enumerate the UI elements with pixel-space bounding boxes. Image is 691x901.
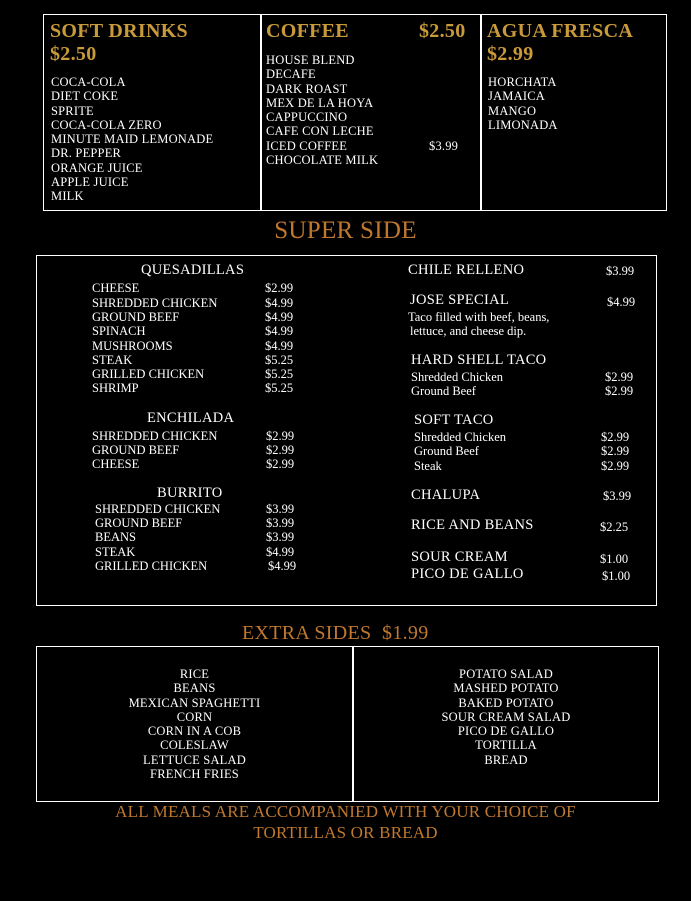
- list-item: DIET COKE: [51, 89, 119, 104]
- agua-fresca-list: [488, 75, 558, 132]
- list-item: MILK: [51, 189, 84, 204]
- hard-shell-name-0: Shredded Chicken: [411, 370, 503, 384]
- soft-drinks-list: [51, 75, 213, 204]
- list-item: TORTILLA: [475, 738, 537, 753]
- quesadilla-name-7: SHRIMP: [92, 381, 139, 395]
- hard-shell-taco-title: HARD SHELL TACO: [411, 352, 547, 368]
- list-item: LIMONADA: [488, 117, 558, 132]
- soft-taco-price-2: $2.99: [601, 459, 630, 473]
- list-item: MANGO: [488, 103, 537, 118]
- soft-taco-price-0: $2.99: [601, 430, 630, 444]
- jose-special-title: JOSE SPECIAL: [410, 292, 510, 308]
- quesadilla-name-6: GRILLED CHICKEN: [92, 367, 205, 381]
- list-item: MASHED POTATO: [453, 681, 559, 696]
- enchilada-name-0: SHREDDED CHICKEN: [92, 429, 218, 443]
- pico-de-gallo-title: PICO DE GALLO: [411, 566, 524, 582]
- chalupa-title: CHALUPA: [411, 487, 481, 503]
- agua-fresca-price: $2.99: [487, 43, 534, 65]
- list-item: ICED COFFEE: [266, 138, 348, 153]
- enchilada-price-2: $2.99: [266, 457, 295, 471]
- extra-sides-title: EXTRA SIDES $1.99: [242, 622, 429, 644]
- burrito-price-2: $3.99: [266, 530, 295, 544]
- list-item: CAFE CON LECHE: [266, 124, 374, 139]
- soft-drinks-price: $2.50: [50, 43, 97, 65]
- quesadilla-price-0: $2.99: [265, 281, 294, 295]
- burrito-price-0: $3.99: [266, 502, 295, 516]
- enchilada-title: ENCHILADA: [147, 410, 235, 426]
- list-item: SOUR CREAM SALAD: [441, 709, 571, 724]
- list-item: POTATO SALAD: [459, 667, 553, 681]
- extra-sides-right-list: [354, 667, 658, 767]
- list-item: COCA-COLA: [51, 75, 126, 89]
- quesadilla-price-3: $4.99: [265, 324, 294, 338]
- pico-de-gallo-price: $1.00: [602, 569, 631, 583]
- chile-relleno-price: $3.99: [606, 264, 635, 278]
- list-item: ORANGE JUICE: [51, 160, 143, 175]
- list-item: CORN: [176, 709, 213, 724]
- quesadilla-name-3: SPINACH: [92, 324, 146, 338]
- list-item: CAPPUCCINO: [266, 110, 348, 125]
- burrito-price-1: $3.99: [266, 516, 295, 530]
- list-item: CORN IN A COB: [147, 724, 242, 739]
- quesadilla-price-2: $4.99: [265, 310, 294, 324]
- quesadilla-name-5: STEAK: [92, 353, 133, 367]
- quesadillas-title: QUESADILLAS: [141, 262, 245, 278]
- rice-and-beans-title: RICE AND BEANS: [411, 517, 534, 533]
- enchilada-name-2: CHEESE: [92, 457, 140, 471]
- extra-sides-left-list: [37, 667, 352, 781]
- quesadilla-name-2: GROUND BEEF: [92, 310, 180, 324]
- quesadilla-price-4: $4.99: [265, 339, 294, 353]
- list-item: CHOCOLATE MILK: [266, 153, 379, 168]
- jose-special-price: $4.99: [607, 295, 636, 309]
- list-item: BREAD: [484, 752, 528, 767]
- burrito-name-2: BEANS: [95, 530, 136, 544]
- burrito-title: BURRITO: [157, 485, 223, 501]
- coffee-price: $2.50: [419, 20, 466, 42]
- list-item: DR. PEPPER: [51, 146, 122, 161]
- quesadilla-price-6: $5.25: [265, 367, 294, 381]
- chalupa-price: $3.99: [603, 489, 632, 503]
- soft-taco-title: SOFT TACO: [414, 412, 494, 428]
- list-item: BEANS: [173, 681, 216, 696]
- list-item: DECAFE: [266, 67, 316, 82]
- soft-taco-name-0: Shredded Chicken: [414, 430, 506, 444]
- jose-special-desc-2: lettuce, and cheese dip.: [410, 324, 527, 338]
- quesadilla-price-7: $5.25: [265, 381, 294, 395]
- list-item: BAKED POTATO: [458, 695, 554, 710]
- jose-special-desc-1: Taco filled with beef, beans,: [408, 310, 550, 324]
- list-item: MINUTE MAID LEMONADE: [51, 132, 214, 147]
- list-item: JAMAICA: [488, 89, 545, 104]
- burrito-price-3: $4.99: [266, 545, 295, 559]
- list-item: PICO DE GALLO: [457, 724, 555, 739]
- chile-relleno-title: CHILE RELLENO: [408, 262, 525, 278]
- list-item: DARK ROAST: [266, 81, 348, 96]
- quesadilla-price-5: $5.25: [265, 353, 294, 367]
- enchilada-name-1: GROUND BEEF: [92, 443, 180, 457]
- list-item: HORCHATA: [488, 75, 557, 89]
- list-item: COLESLAW: [160, 738, 229, 753]
- drinks-divider-2: [480, 14, 482, 211]
- list-item: APPLE JUICE: [51, 175, 129, 190]
- soft-taco-name-1: Ground Beef: [414, 444, 479, 458]
- list-item: MEX DE LA HOYA: [266, 95, 374, 110]
- footer-line-2: TORTILLAS OR BREAD: [253, 823, 438, 842]
- burrito-name-3: STEAK: [95, 545, 136, 559]
- list-item: FRENCH FRIES: [150, 767, 239, 782]
- coffee-title: COFFEE: [266, 20, 349, 42]
- super-side-title: SUPER SIDE: [274, 217, 417, 244]
- soft-drinks-title: SOFT DRINKS: [50, 20, 188, 42]
- soft-taco-price-1: $2.99: [601, 444, 630, 458]
- soft-taco-name-2: Steak: [414, 459, 442, 473]
- sour-cream-price: $1.00: [600, 552, 629, 566]
- burrito-name-4: GRILLED CHICKEN: [95, 559, 208, 573]
- list-item: LETTUCE SALAD: [143, 752, 246, 767]
- burrito-price-4: $4.99: [268, 559, 297, 573]
- agua-fresca-title: AGUA FRESCA: [487, 20, 634, 42]
- enchilada-price-0: $2.99: [266, 429, 295, 443]
- hard-shell-price-1: $2.99: [605, 384, 634, 398]
- quesadilla-name-1: SHREDDED CHICKEN: [92, 296, 218, 310]
- burrito-name-0: SHREDDED CHICKEN: [95, 502, 221, 516]
- list-item: HOUSE BLEND: [266, 53, 355, 67]
- hard-shell-name-1: Ground Beef: [411, 384, 476, 398]
- rice-and-beans-price: $2.25: [600, 520, 629, 534]
- drinks-divider-1: [260, 14, 262, 211]
- list-item: SPRITE: [51, 103, 94, 118]
- quesadilla-price-1: $4.99: [265, 296, 294, 310]
- list-item: RICE: [179, 667, 210, 681]
- sour-cream-title: SOUR CREAM: [411, 549, 508, 565]
- quesadilla-name-0: CHEESE: [92, 281, 140, 295]
- hard-shell-price-0: $2.99: [605, 370, 634, 384]
- list-item: MEXICAN SPAGHETTI: [128, 695, 261, 710]
- enchilada-price-1: $2.99: [266, 443, 295, 457]
- footer-line-1: ALL MEALS ARE ACCOMPANIED WITH YOUR CHOICE OF: [115, 802, 576, 821]
- coffee-list: [266, 53, 378, 167]
- iced-coffee-price: $3.99: [429, 139, 459, 153]
- burrito-name-1: GROUND BEEF: [95, 516, 183, 530]
- quesadilla-name-4: MUSHROOMS: [92, 339, 173, 353]
- list-item: COCA-COLA ZERO: [51, 117, 162, 132]
